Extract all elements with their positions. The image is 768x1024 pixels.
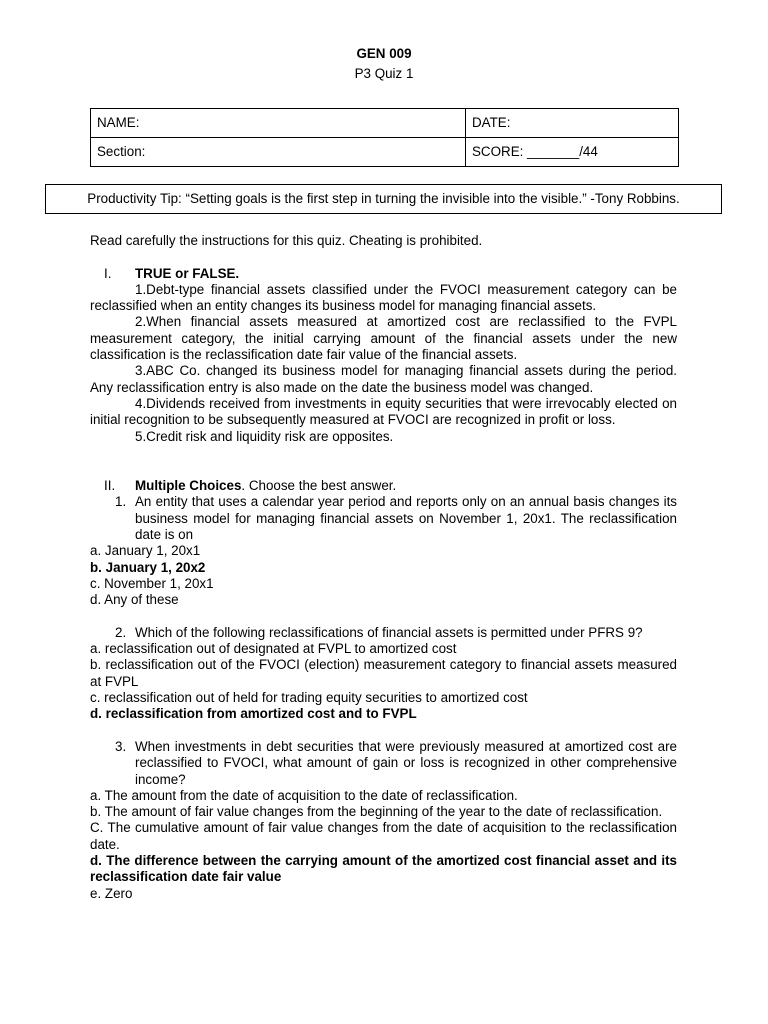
- q2-choice-c: c. reclassification out of held for trading equity securities to amortized cost: [90, 690, 528, 706]
- q3-choice-a: a. The amount from the date of acquisition to the date of reclassification.: [90, 787, 518, 803]
- q3-choice-d: d. The difference between the carrying amount of the amortized cost financial asset and its reclassification date fair value: [90, 852, 677, 885]
- section-2-number: II.: [104, 478, 116, 494]
- q1-choice-d: d. Any of these: [90, 592, 179, 608]
- date-cell: DATE:: [466, 109, 679, 138]
- question-1: [90, 494, 677, 543]
- section-1-title: TRUE or FALSE.: [135, 265, 240, 281]
- q2-choice-d: d. reclassification from amortized cost and to FVPL: [90, 706, 417, 722]
- section-2-title: Multiple Choices: [135, 478, 242, 494]
- question-2: [90, 625, 677, 641]
- course-title: GEN 009: [356, 46, 412, 61]
- question-1-text: An entity that uses a calendar year period and reports only on an annual basis changes its business model for managing financial assets on November 1, 20x1. The reclassification date is on: [135, 494, 677, 543]
- q1-choice-c: c. November 1, 20x1: [90, 575, 214, 591]
- question-2-text: Which of the following reclassifications of financial assets is permitted under PFRS 9?: [135, 624, 643, 640]
- quiz-content: [90, 233, 677, 902]
- tf-item-5: 5.Credit risk and liquidity risk are opposites.: [135, 428, 394, 444]
- section-cell: Section:: [91, 138, 466, 167]
- q3-choice-e: e. Zero: [90, 885, 133, 901]
- question-1-number: 1.: [115, 494, 127, 510]
- name-cell: NAME:: [91, 109, 466, 138]
- instructions: Read carefully the instructions for this quiz. Cheating is prohibited.: [90, 233, 483, 248]
- tf-item-1: 1.Debt-type financial assets classified under the FVOCI measurement category can be reclassified when an entity changes its business model for managing financial assets.: [90, 281, 677, 314]
- q3-choice-c: C. The cumulative amount of fair value changes from the date of acquisition to the reclassification date.: [90, 820, 677, 852]
- section-2-subtitle: . Choose the best answer.: [241, 478, 397, 494]
- question-3: [90, 739, 677, 788]
- tf-item-2: 2.When financial assets measured at amortized cost are reclassified to the FVPL measurement category, the initial carrying amount of the financial assets under the new classification is the reclassification date fair value of the financial assets.: [90, 314, 677, 363]
- section-1-heading: [90, 266, 677, 282]
- q3-choice-b: b. The amount of fair value changes from the beginning of the year to the date of reclassification.: [90, 804, 663, 820]
- tf-item-3: 3.ABC Co. changed its business model for managing financial assets during the period. Any reclassification entry is also made on the date the business model was changed.: [90, 363, 677, 395]
- quiz-title: P3 Quiz 1: [354, 66, 414, 81]
- q1-choice-b: b. January 1, 20x2: [90, 559, 206, 575]
- q2-choice-a: a. reclassification out of designated at FVPL to amortized cost: [90, 641, 457, 657]
- question-3-text: When investments in debt securities that were previously measured at amortized cost are reclassified to FVOCI, what amount of gain or loss is recognized in other comprehensive income?: [135, 738, 677, 787]
- question-3-number: 3.: [115, 738, 127, 754]
- tf-item-4: 4.Dividends received from investments in equity securities that were irrevocably elected on initial recognition to be subsequently measured at FVOCI are recognized in profit or loss.: [90, 395, 677, 428]
- productivity-tip-text: Productivity Tip: “Setting goals is the first step in turning the invisible into the visible.” -Tony Robbins.: [87, 190, 680, 206]
- score-cell: SCORE: _______/44: [466, 138, 679, 167]
- q1-choice-a: a. January 1, 20x1: [90, 543, 201, 559]
- q2-choice-b: b. reclassification out of the FVOCI (election) measurement category to financial assets measured at FVPL: [90, 657, 677, 689]
- section-1-number: I.: [104, 265, 112, 281]
- productivity-tip-box: [45, 184, 722, 214]
- question-2-number: 2.: [115, 624, 127, 640]
- student-info-table: [90, 108, 679, 167]
- section-2-heading: [90, 478, 677, 494]
